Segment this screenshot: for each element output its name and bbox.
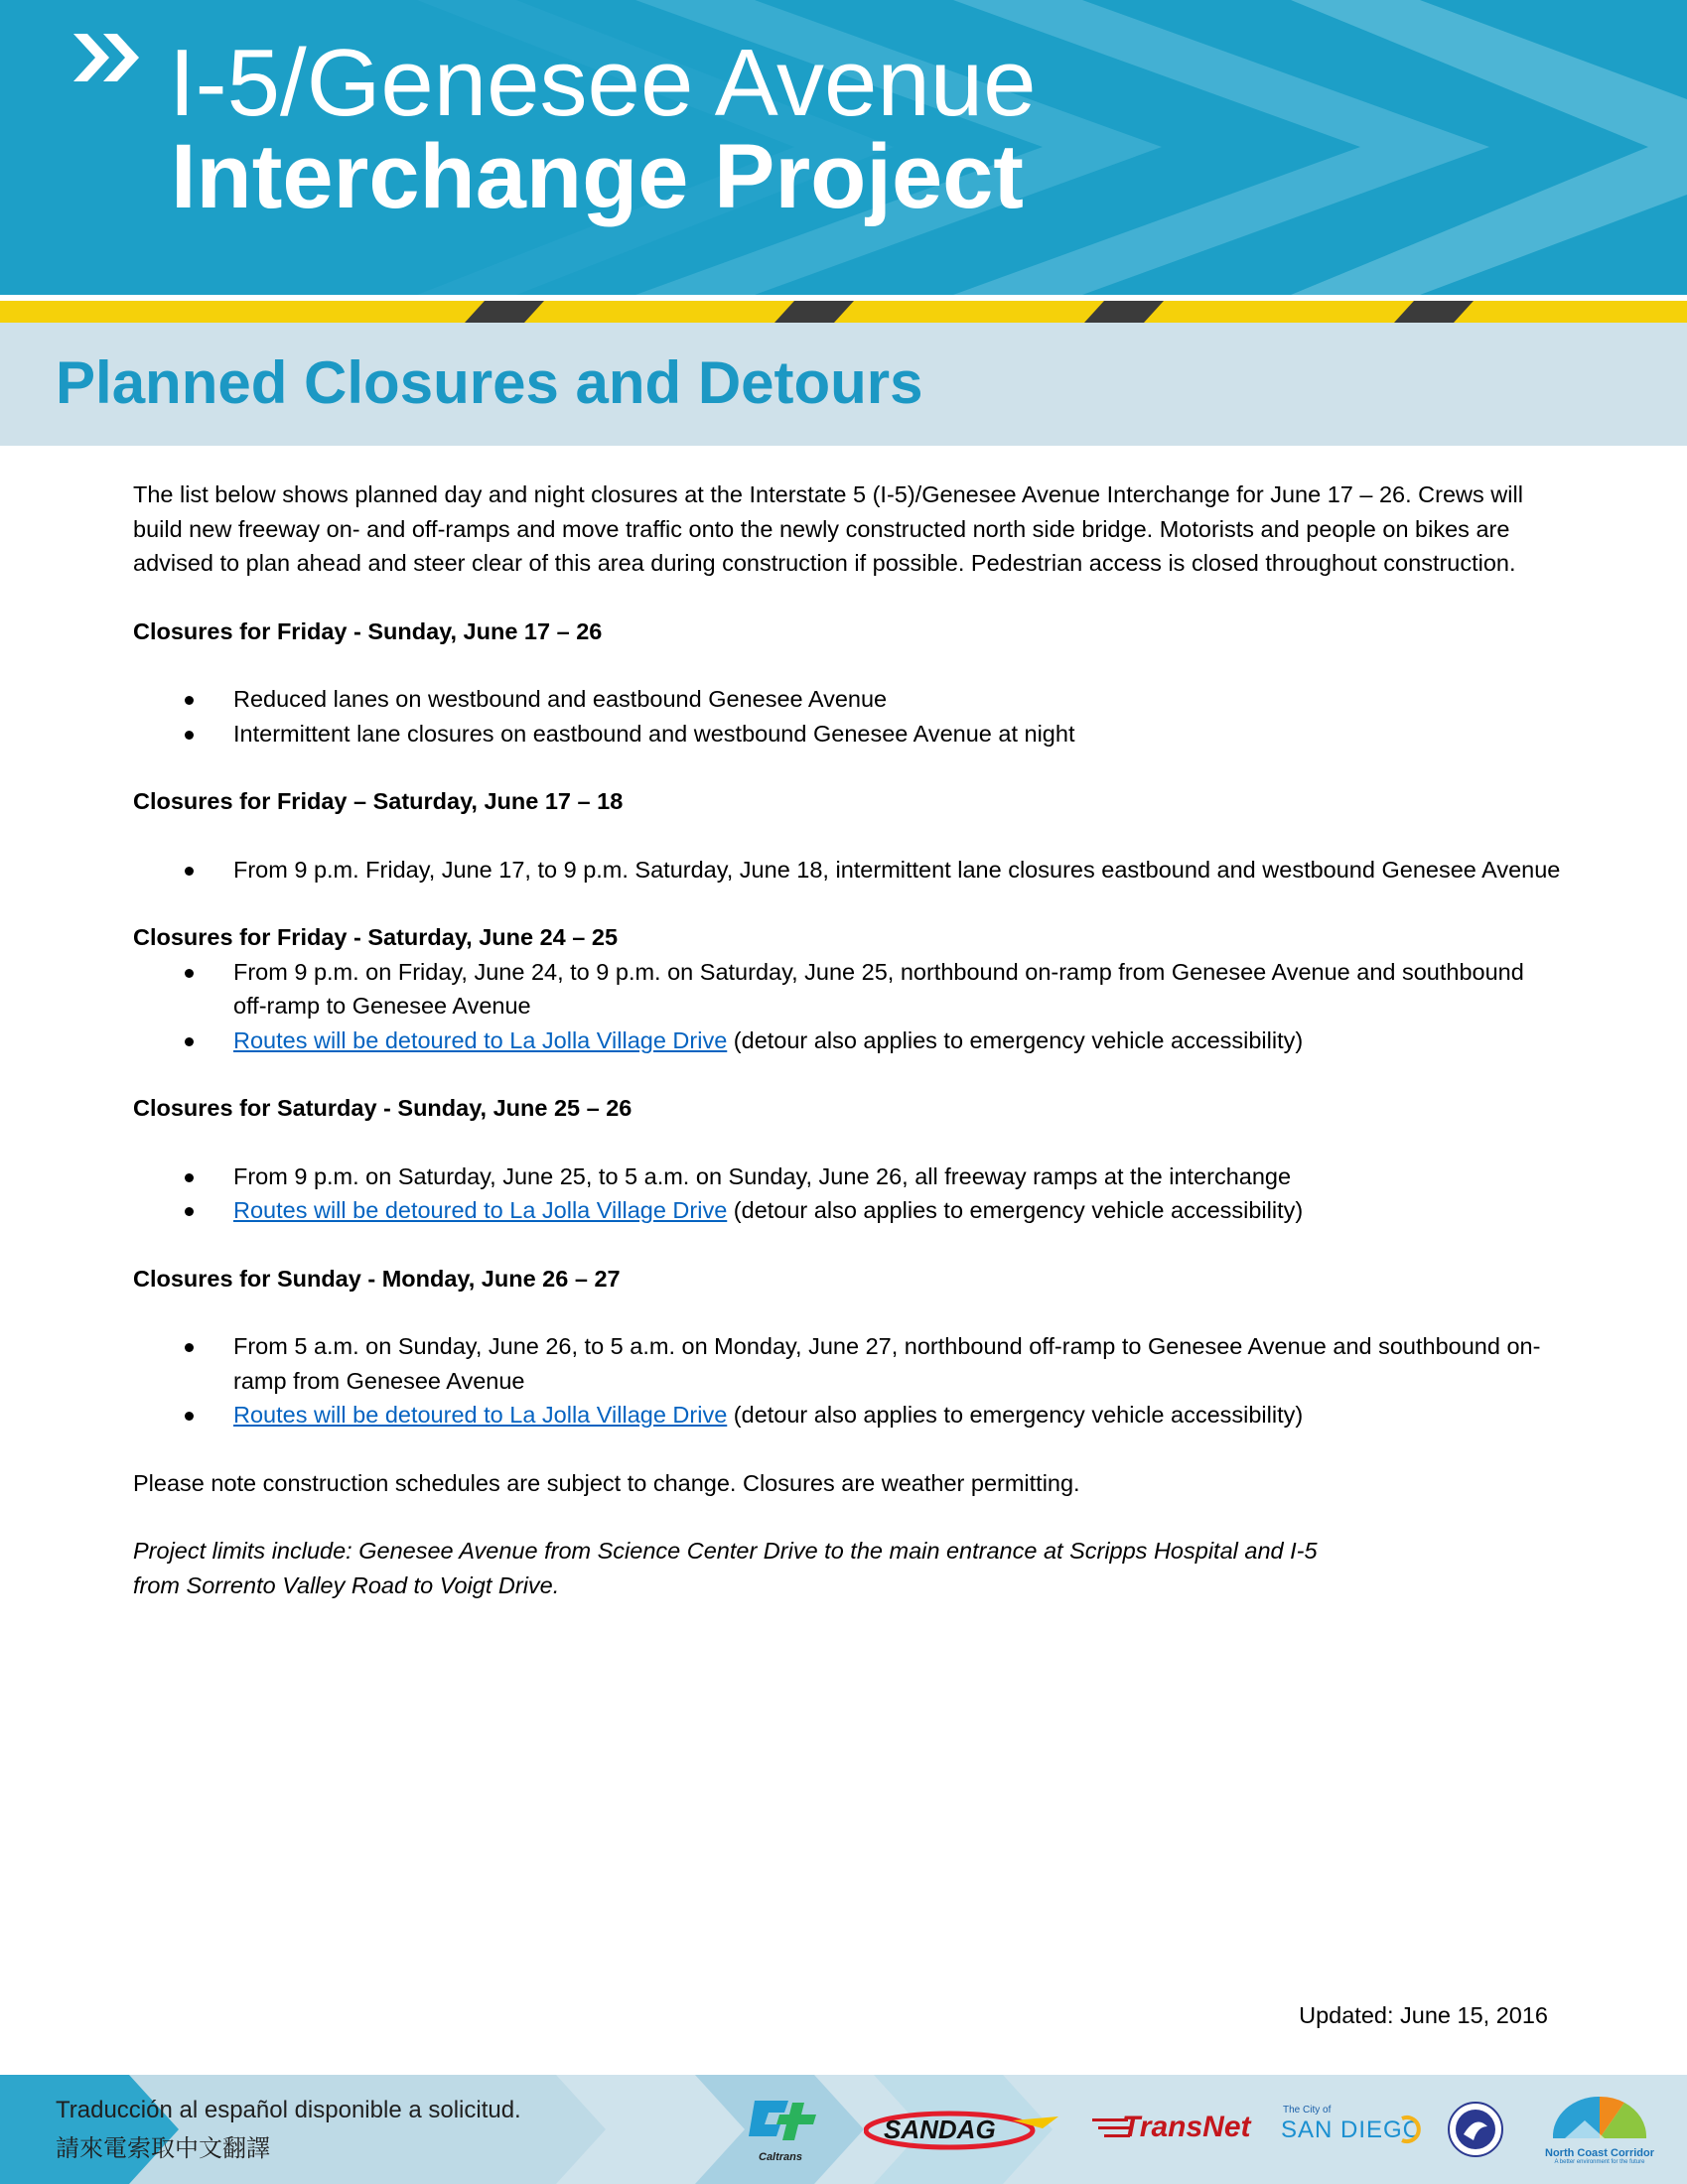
- closure-heading: Closures for Friday - Saturday, June 24 – 25: [133, 924, 619, 950]
- list-item-text: Intermittent lane closures on eastbound and westbound Genesee Avenue at night: [233, 720, 1075, 747]
- transnet-logo: [1092, 2109, 1253, 2148]
- translation-spanish: Traducción al español disponible a solicitud.: [56, 2097, 521, 2123]
- list-item: [133, 1193, 1563, 1228]
- detour-link[interactable]: Routes will be detoured to La Jolla Village Drive: [233, 1026, 728, 1053]
- header-banner: [0, 0, 1687, 295]
- list-item-text: Reduced lanes on westbound and eastbound Genesee Avenue: [233, 686, 888, 712]
- project-limits-line2: from Sorrento Valley Road to Voigt Drive.: [133, 1571, 560, 1598]
- sandag-wordmark: SANDAG: [884, 2115, 996, 2144]
- double-chevron-icon: [73, 34, 153, 81]
- hazard-stripe: [0, 295, 1687, 323]
- transnet-wordmark: TransNet: [1122, 2111, 1251, 2143]
- list-item-text: (detour also applies to emergency vehicle accessibility): [727, 1402, 1304, 1428]
- us-dot-seal-logo: [1448, 2097, 1503, 2162]
- updated-date: Updated: June 15, 2016: [1299, 2002, 1548, 2028]
- bullet-icon: [185, 1207, 194, 1216]
- project-limits-line1: Project limits include: Genesee Avenue from Science Center Drive to the main entrance at Scripps Hospital and I-5: [133, 1538, 1318, 1564]
- closure-heading: Closures for Friday - Sunday, June 17 – 26: [133, 617, 603, 644]
- closure-list: [133, 1329, 1563, 1433]
- list-item-text: From 5 a.m. on Sunday, June 26, to 5 a.m. on Monday, June 27, northbound off-ramp to Genesee Avenue and southbound on-ramp from Genesee Avenue: [233, 1333, 1541, 1394]
- list-item-text: From 9 p.m. Friday, June 17, to 9 p.m. Saturday, June 18, intermittent lane closures eastbound and westbound Genesee Avenue: [233, 856, 1561, 883]
- us-dot-seal-icon: [1448, 2097, 1503, 2162]
- list-item: [133, 1398, 1563, 1433]
- north-coast-corridor-tagline: A better environment for the future: [1554, 2159, 1645, 2165]
- closure-list: [133, 1160, 1563, 1228]
- section-header-band: [0, 323, 1687, 446]
- north-coast-corridor-wordmark: North Coast Corridor: [1545, 2147, 1654, 2159]
- bullet-icon: [185, 1037, 194, 1046]
- main-content: [133, 478, 1563, 1602]
- list-item: [133, 1160, 1563, 1194]
- footer-band: [0, 2075, 1687, 2184]
- list-item-text: (detour also applies to emergency vehicle accessibility): [727, 1026, 1304, 1053]
- list-item: [133, 955, 1563, 1024]
- list-item-text: From 9 p.m. on Friday, June 24, to 9 p.m. on Saturday, June 25, northbound on-ramp from Genesee Avenue and southbound off-ramp to Genesee Avenue: [233, 958, 1524, 1019]
- bullet-icon: [185, 1343, 194, 1352]
- caltrans-mark-icon: [747, 2097, 820, 2148]
- bullet-icon: [185, 731, 194, 740]
- banner-title-line2: Interchange Project: [171, 126, 1024, 227]
- north-coast-corridor-arc-icon: [1545, 2091, 1654, 2142]
- closure-heading: Closures for Sunday - Monday, June 26 – 27: [133, 1265, 621, 1292]
- closure-list: [133, 853, 1563, 887]
- list-item-text: (detour also applies to emergency vehicle accessibility): [727, 1197, 1304, 1223]
- bullet-icon: [185, 1412, 194, 1421]
- city-of-san-diego-logo: [1281, 2105, 1423, 2156]
- city-of-label: The City of: [1283, 2105, 1332, 2116]
- north-coast-corridor-logo: [1545, 2091, 1654, 2174]
- list-item: [133, 1329, 1563, 1398]
- caltrans-logo: [747, 2097, 820, 2166]
- closure-list: [133, 682, 1563, 751]
- intro-paragraph: The list below shows planned day and night closures at the Interstate 5 (I-5)/Genesee Avenue Interchange for June 17 – 26. Crews will build new freeway on- and off-ramps and move traffic onto the newly constructed north side bridge. Motorists and people on bikes are advised to plan ahead and steer clear of this area during construction if possible. Pedestrian access is closed throughout construction.: [133, 481, 1523, 576]
- list-item: [133, 682, 1563, 717]
- sandag-logo: [864, 2109, 1058, 2152]
- banner-title-line1: I-5/Genesee Avenue: [169, 30, 1037, 136]
- detour-link[interactable]: Routes will be detoured to La Jolla Village Drive: [233, 1402, 728, 1428]
- translation-chinese: 請來電索取中文翻譯: [56, 2135, 270, 2162]
- list-item: [133, 717, 1563, 751]
- san-diego-sun-icon: [1398, 2115, 1422, 2144]
- list-item: [133, 1024, 1563, 1058]
- caltrans-wordmark: Caltrans: [759, 2151, 803, 2163]
- bullet-icon: [185, 969, 194, 978]
- list-item: [133, 853, 1563, 887]
- bullet-icon: [185, 1173, 194, 1182]
- closure-heading: Closures for Saturday - Sunday, June 25 – 26: [133, 1095, 633, 1121]
- closure-heading: Closures for Friday – Saturday, June 17 – 18: [133, 788, 624, 814]
- list-item-text: From 9 p.m. on Saturday, June 25, to 5 a.m. on Sunday, June 26, all freeway ramps at the interchange: [233, 1162, 1292, 1189]
- san-diego-wordmark: SAN DIEGO: [1281, 2116, 1423, 2143]
- page-title: Planned Closures and Detours: [56, 349, 923, 416]
- closure-list: [133, 955, 1563, 1058]
- schedule-note: Please note construction schedules are subject to change. Closures are weather permitting.: [133, 1469, 1080, 1496]
- bullet-icon: [185, 867, 194, 876]
- detour-link[interactable]: Routes will be detoured to La Jolla Village Drive: [233, 1197, 728, 1223]
- bullet-icon: [185, 696, 194, 705]
